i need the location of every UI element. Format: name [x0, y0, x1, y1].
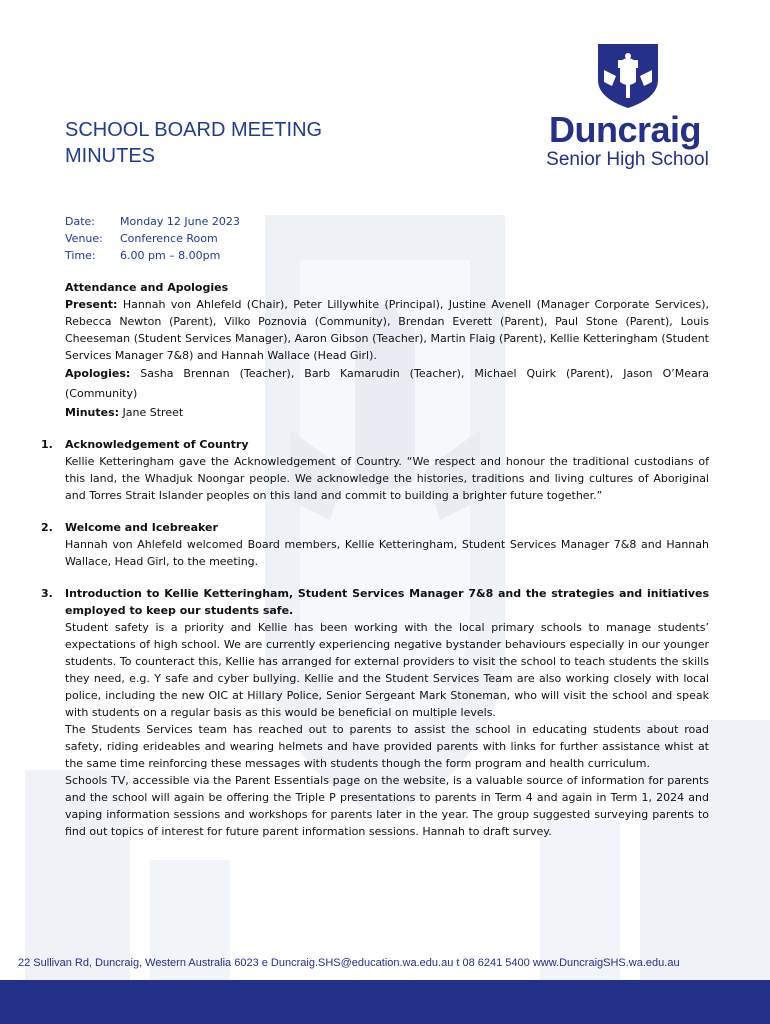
section-paragraph: Student safety is a priority and Kellie has been working with the local primary schools to manage students’ expectations of high school. We are currently experiencing negative bystander behaviours especially in our younger students. To counteract this, Kellie has arranged for external providers to visit the school to teach students the skills they need, e.g. Y safe and cyber bullying. Kellie and the Student Services Team are also working closely with local police, including the new OIC at Hillary Police, Senior Sergeant Mark Stoneman, who will visit the school and speak with students on a regular basis as this would be beneficial on multiple levels.: [65, 621, 709, 719]
school-logo: [530, 42, 725, 187]
present-text: Hannah von Ahlefeld (Chair), Peter Lillywhite (Principal), Justine Avenell (Manager Corporate Services), Rebecca Newton (Parent), Vilko Poznovia (Community), Brendan Everett (Parent), Paul Stone (Parent), Louis Cheeseman (Student Services Manager), Aaron Gibson (Teacher), Martin Flaig (Parent), Kellie Ketteringham (Student Services Manager 7&8) and Hannah Wallace (Head Girl).: [65, 298, 709, 362]
venue-label: Venue:: [65, 232, 103, 245]
time-value: 6.00 pm – 8.00pm: [120, 249, 221, 262]
date-value: Monday 12 June 2023: [120, 215, 240, 228]
present-paragraph: [65, 296, 709, 364]
logo-school-name: Duncraig: [548, 109, 702, 150]
section-heading: Welcome and Icebreaker: [65, 521, 218, 534]
section-3: [41, 585, 709, 840]
section-2: [41, 519, 709, 570]
meeting-details: [65, 213, 240, 264]
title-line-2: MINUTES: [65, 145, 155, 167]
section-paragraph: Hannah von Ahlefeld welcomed Board members, Kellie Ketteringham, Student Services Manager 7&8 and Hannah Wallace, Head Girl, to the meeting.: [65, 538, 709, 568]
venue-value: Conference Room: [120, 232, 218, 245]
minutes-text: Jane Street: [119, 406, 184, 419]
acorn-crest-icon: [596, 42, 660, 108]
logo-school-subtitle: Senior High School: [546, 149, 709, 170]
title-line-1: SCHOOL BOARD MEETING: [65, 119, 323, 141]
section-heading: Introduction to Kellie Ketteringham, Student Services Manager 7&8 and the strategies and initiatives employed to keep our students safe.: [65, 587, 709, 617]
section-heading: Acknowledgement of Country: [65, 438, 249, 451]
section-number: 1.: [41, 438, 53, 451]
section-paragraph: Schools TV, accessible via the Parent Essentials page on the website, is a valuable source of information for parents and the school will again be offering the Triple P presentations to parents in Term 4 and again in Term 1, 2024 and vaping information sessions and workshops for parents later in the year. The group suggested surveying parents to find out topics of interest for future parent information sessions. Hannah to draft survey.: [65, 774, 709, 838]
document-title: [65, 117, 385, 169]
footer-band: [0, 980, 770, 1024]
apologies-paragraph: [65, 364, 709, 404]
section-1: [41, 436, 709, 504]
apologies-label: Apologies:: [65, 367, 131, 380]
minutes-label: Minutes:: [65, 406, 120, 419]
present-label: Present:: [65, 298, 118, 311]
time-label: Time:: [65, 249, 96, 262]
apologies-text: Sasha Brennan (Teacher), Barb Kamarudin (Teacher), Michael Quirk (Parent), Jason O’Meara (Community): [65, 367, 709, 400]
attendance-heading: Attendance and Apologies: [65, 281, 229, 294]
section-paragraph: Kellie Ketteringham gave the Acknowledgement of Country. “We respect and honour the traditional custodians of this land, the Whadjuk Noongar people. We acknowledge the histories, traditions and living cultures of Aboriginal and Torres Strait Islander peoples on this land and commit to building a brighter future together.”: [65, 455, 709, 502]
section-number: 3.: [41, 587, 53, 600]
minutes-taker-paragraph: [65, 404, 709, 421]
section-paragraph: The Students Services team has reached out to parents to assist the school in educating students about road safety, riding erideables and wearing helmets and have provided parents with links for further assistance whist at the same time reinforcing these messages with students though the form program and health curriculum.: [65, 723, 709, 770]
section-number: 2.: [41, 521, 53, 534]
date-label: Date:: [65, 215, 95, 228]
footer-contact: 22 Sullivan Rd, Duncraig, Western Australia 6023 e Duncraig.SHS@education.wa.edu.au t 08 6241 5400 www.DuncraigSHS.wa.edu.au: [18, 957, 680, 969]
minutes-body: [41, 279, 709, 840]
